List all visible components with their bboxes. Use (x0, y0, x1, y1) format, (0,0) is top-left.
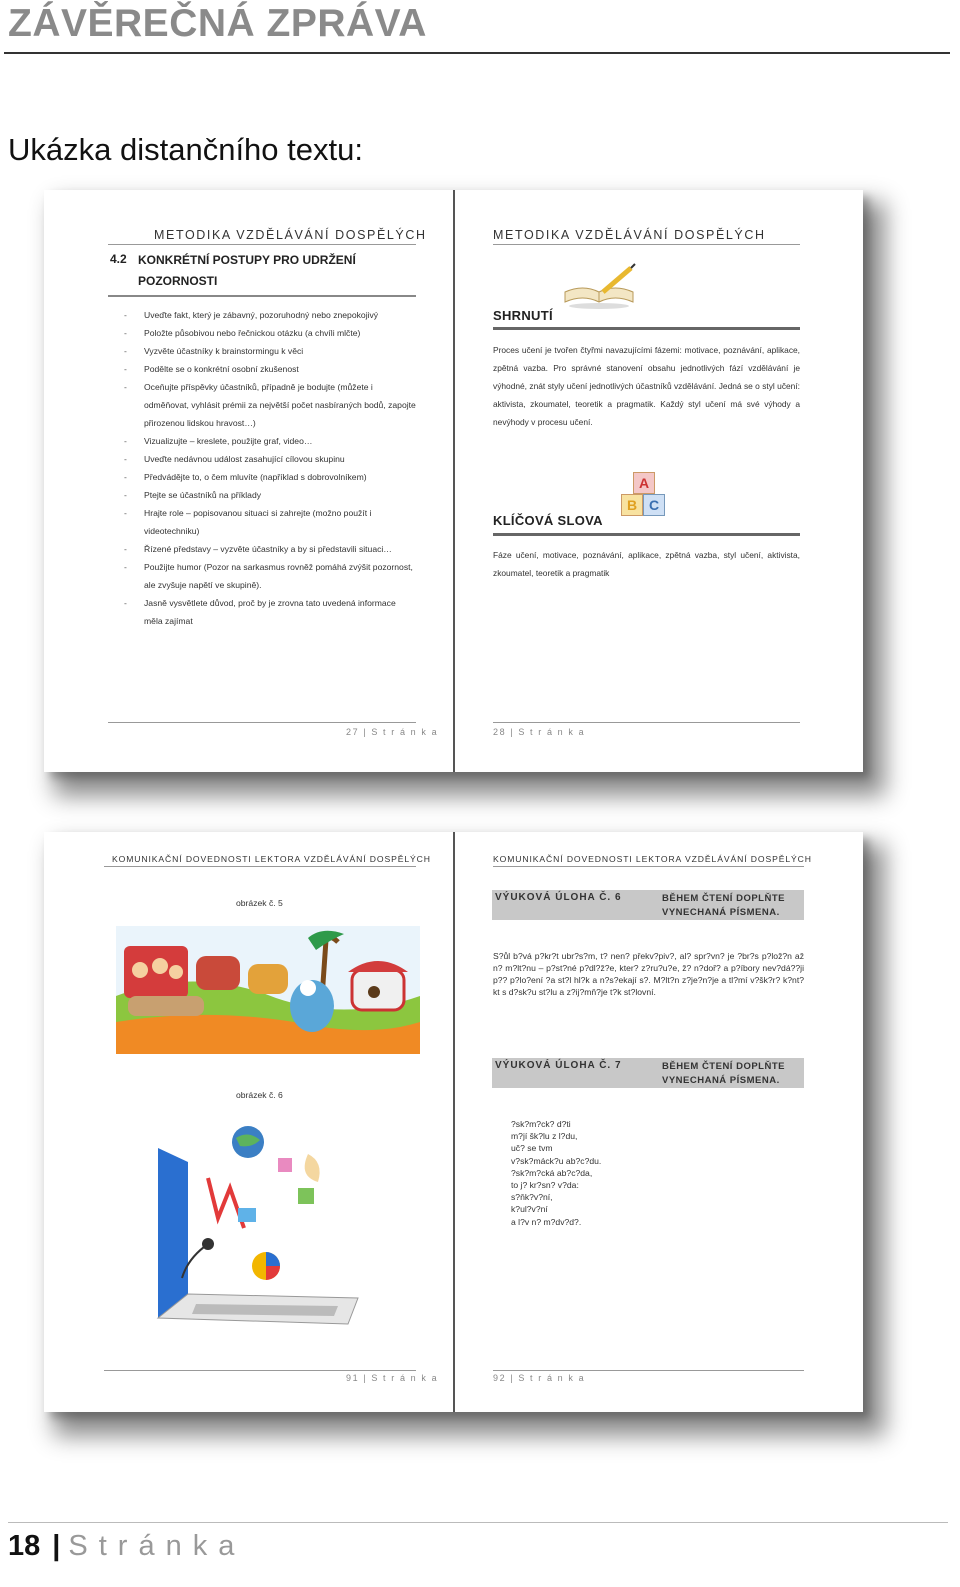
page-footer-rule (8, 1522, 948, 1523)
list-item: - Oceňujte příspěvky účastníků, případně je bodujte (můžete i odměňovat, vyhlásit prémii za největší počet nasbíraných bodů, zapojte přirozenou lidskou hravost…) (108, 378, 416, 432)
cartoon-village-illustration (116, 926, 420, 1054)
list-item: - Použijte humor (Pozor na sarkasmus rovněž pomáhá zvýšit pozornost, ale zvyšuje napětí ve skupině). (108, 558, 416, 594)
rule (493, 866, 804, 867)
footer-word: Stránka (68, 1530, 246, 1562)
keywords-text: Fáze učení, motivace, poznávání, aplikace, zpětná vazba, styl učení, aktivista, zkoumatel, teoretik a pragmatik (493, 550, 800, 578)
page-footer: 28 | S t r á n k a (493, 727, 586, 737)
footer-rule (104, 1370, 416, 1371)
spread2-right-page (455, 832, 863, 1412)
task-bar-6 (492, 890, 804, 920)
header-rule (4, 52, 950, 54)
task-label: VÝUKOVÁ ÚLOHA Č. 7 (495, 1060, 622, 1071)
task-instruction-line2: VYNECHANÁ PÍSMENA. (662, 907, 780, 918)
abc-blocks-icon (619, 472, 675, 518)
laptop-media-illustration (148, 1118, 388, 1328)
footer-rule (493, 1370, 804, 1371)
poem-line: to j? kr?sn? v?da: (511, 1180, 579, 1191)
list-item: - Uveďte nedávnou událost zasahující cílovou skupinu (108, 450, 416, 468)
list-item: - Položte působivou nebo řečnickou otázku (a chvíli mlčte) (108, 324, 416, 342)
list-item: - Podělte se o konkrétní osobní zkušenost (108, 360, 416, 378)
footer-rule (108, 722, 416, 723)
book-pencil-icon (559, 262, 639, 310)
spread2-left-page (44, 832, 453, 1412)
poem-line: s?ňk?v?ní, (511, 1192, 553, 1203)
running-head: KOMUNIKAČNÍ DOVEDNOSTI LEKTORA VZDĚLÁVÁNÍ DOSPĚLÝCH (112, 854, 431, 864)
page-number: 18 (8, 1530, 41, 1562)
task-instruction (662, 892, 785, 920)
poem (511, 1118, 601, 1228)
rule (108, 295, 416, 297)
rule (493, 327, 800, 330)
figure-caption-5: obrázek č. 5 (236, 898, 283, 908)
task6-text: S?ůl b?vá p?kr?t ubr?s?m, t? nen? překv?piv?, al? spr?vn? je ?br?s p?lož?n až n? m?lt?nu – p?st?né p?dl?ž?e, kter? z?ru?u?e, ž? n?doř? a p?íbory nev?dá??ji p?? p?lo?ení ?a st?l hl?k a n?s?ekají s?. M?lt?n z?je?n?je a tl?mí v?šk?r? k?nt?kt s d?sk?u st?lu a z?ij?mň?je t?k st?lovní. (493, 951, 804, 997)
summary-text: Proces učení je tvořen čtyřmi navazujícími fázemi: motivace, poznávání, aplikace, zpětná vazba. Pro správné stanovení obsahu jednotlivých fází vzdělávání je výhodné, znát styly učení jednotlivých účastníků vzdělávání. Jedná se o styl učení: aktivista, zkoumatel, teoretik a pragmatik. Každý styl učení má své výhody a nevýhody v procesu učení. (493, 345, 800, 427)
footer-rule (493, 722, 800, 723)
footer-separator: | (52, 1530, 61, 1562)
rule (493, 533, 800, 536)
caption: Ukázka distančního textu: (8, 132, 363, 167)
rule (493, 244, 800, 245)
spread1-left-page (44, 190, 453, 772)
list-item: - Jasně vysvětlete důvod, proč by je zrovna tato uvedená informace měla zajímat (108, 594, 416, 630)
list-item: - Uveďte fakt, který je zábavný, pozoruhodný nebo znepokojivý (108, 306, 416, 324)
list-item: - Hrajte role – popisovanou situaci si zahrejte (možno použít i videotechniku) (108, 504, 416, 540)
bullet-list (108, 306, 416, 630)
running-head: KOMUNIKAČNÍ DOVEDNOSTI LEKTORA VZDĚLÁVÁNÍ DOSPĚLÝCH (493, 854, 812, 864)
page-header-title: ZÁVĚREČNÁ ZPRÁVA (8, 2, 427, 45)
page-footer: 91 | S t r á n k a (346, 1373, 439, 1383)
spread-1 (44, 190, 863, 772)
list-item: - Vizualizujte – kreslete, použijte graf, video… (108, 432, 416, 450)
section-number: 4.2 (110, 252, 127, 266)
task-instruction-line1: BĚHEM ČTENÍ DOPLŇTE (662, 1061, 785, 1072)
figure-caption-6: obrázek č. 6 (236, 1090, 283, 1100)
poem-line: uč? se tvm (511, 1143, 553, 1154)
page-footer: 27 | S t r á n k a (346, 727, 439, 737)
list-item: - Vyzvěte účastníky k brainstormingu k věci (108, 342, 416, 360)
running-head: METODIKA VZDĚLÁVÁNÍ DOSPĚLÝCH (493, 228, 766, 242)
summary-title: SHRNUTÍ (493, 308, 553, 323)
task-instruction-line1: BĚHEM ČTENÍ DOPLŇTE (662, 893, 785, 904)
list-item: - Předvádějte to, o čem mluvíte (například s dobrovolníkem) (108, 468, 416, 486)
list-item: - Ptejte se účastníků na příklady (108, 486, 416, 504)
poem-line: m?jí šk?lu z l?du, (511, 1131, 578, 1142)
rule (108, 244, 416, 245)
task-label: VÝUKOVÁ ÚLOHA Č. 6 (495, 892, 622, 903)
poem-line: a l?v n? m?dv?d?. (511, 1216, 582, 1227)
section-title-line2: POZORNOSTI (138, 274, 218, 288)
task-instruction (662, 1060, 785, 1088)
rule (104, 866, 416, 867)
running-head: METODIKA VZDĚLÁVÁNÍ DOSPĚLÝCH (154, 228, 427, 242)
spread1-right-page (455, 190, 863, 772)
keywords-title: KLÍČOVÁ SLOVA (493, 513, 603, 528)
block-c: C (643, 494, 665, 516)
poem-line: ?sk?m?ck? d?ti (511, 1119, 571, 1129)
spread-2 (44, 832, 863, 1412)
task-instruction-line2: VYNECHANÁ PÍSMENA. (662, 1075, 780, 1086)
section-title (138, 250, 356, 292)
poem-line: k?ul?v?ní (511, 1204, 548, 1215)
page-footer: 92 | S t r á n k a (493, 1373, 586, 1383)
list-item: - Řízené představy – vyzvěte účastníky a by si představili situaci… (108, 540, 416, 558)
block-a: A (633, 472, 655, 494)
task-bar-7 (492, 1058, 804, 1088)
poem-line: ?sk?m?cká ab?c?da, (511, 1167, 593, 1178)
document-page-footer (8, 1530, 245, 1563)
block-b: B (621, 494, 643, 516)
section-title-line1: KONKRÉTNÍ POSTUPY PRO UDRŽENÍ (138, 253, 356, 267)
poem-line: v?sk?máck?u ab?c?du. (511, 1155, 602, 1166)
